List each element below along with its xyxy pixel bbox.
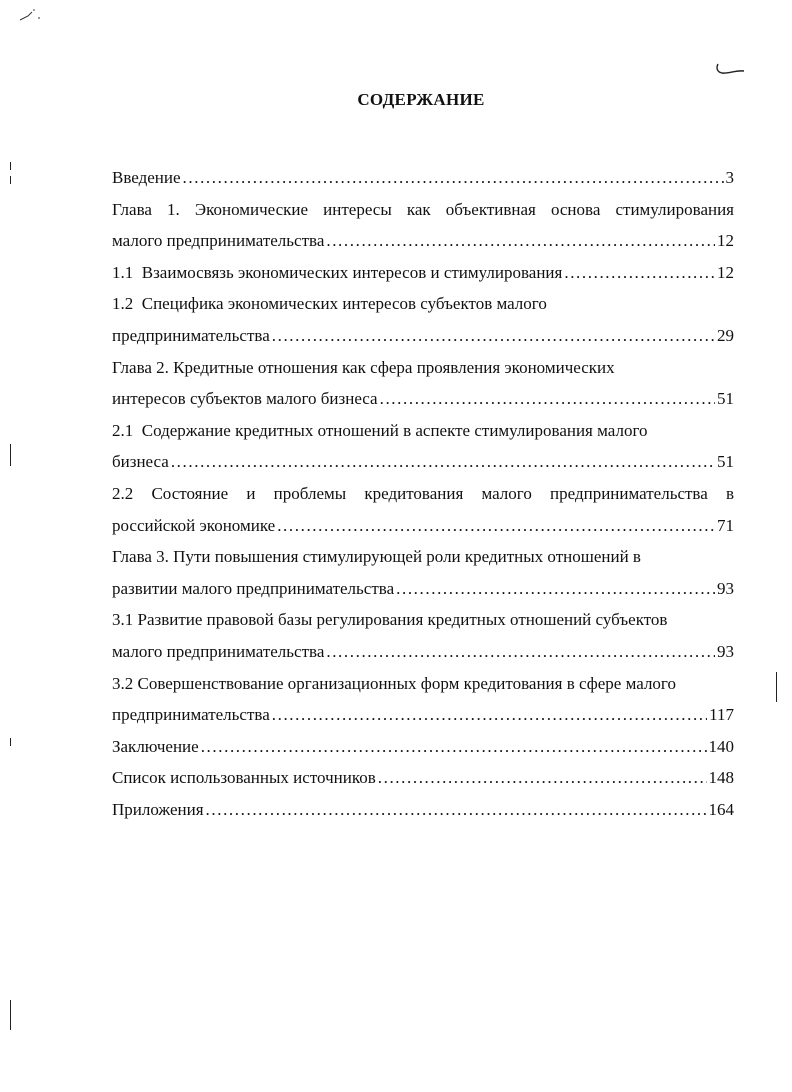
dot-leader <box>564 257 715 289</box>
toc-entry-label: 1.1 Взаимосвязь экономических интересов и стимулирования <box>112 262 563 282</box>
toc-entry <box>112 794 734 826</box>
toc-entry-label: развитии малого предпринимательства <box>112 578 395 598</box>
dot-leader <box>171 446 715 478</box>
dot-leader <box>378 762 707 794</box>
toc-entry-line: 3.1 Развитие правовой базы регулирования кредитных отношений субъектов <box>112 610 668 630</box>
handwritten-mark <box>714 62 748 78</box>
toc-page-number: 71 <box>717 515 734 535</box>
toc-entry <box>112 446 734 478</box>
toc-page-number: 148 <box>708 768 734 788</box>
toc-entry <box>112 320 734 352</box>
toc-entry-label: Заключение <box>112 736 199 756</box>
toc-entry-label: российской экономике <box>112 515 276 535</box>
toc-entry-label: Приложения <box>112 799 204 819</box>
toc-entry-label: предпринимательства <box>112 325 270 345</box>
toc-entry <box>112 731 734 763</box>
page-title: СОДЕРЖАНИЕ <box>357 90 485 109</box>
toc-entry <box>112 636 734 668</box>
dot-leader <box>272 320 715 352</box>
toc-entry <box>112 762 734 794</box>
toc-page-number: 117 <box>709 705 734 725</box>
toc-entry <box>112 510 734 542</box>
dot-leader <box>277 510 715 542</box>
toc-page-number: 51 <box>717 452 734 472</box>
toc-page-number: 29 <box>717 325 734 345</box>
scan-edge-mark <box>10 738 11 746</box>
scan-edge-mark <box>776 672 777 702</box>
table-of-contents <box>112 162 734 825</box>
toc-entry-line: Глава 2. Кредитные отношения как сфера проявления экономических <box>112 357 615 377</box>
scan-mark-corner <box>18 6 48 24</box>
dot-leader <box>272 699 707 731</box>
toc-entry-label: предпринимательства <box>112 705 270 725</box>
dot-leader <box>380 383 715 415</box>
toc-page-number: 140 <box>708 736 734 756</box>
toc-entry-line: Глава 3. Пути повышения стимулирующей роли кредитных отношений в <box>112 547 641 567</box>
toc-entry-line: Глава 1. Экономические интересы как объективная основа стимулирования <box>112 199 734 219</box>
toc-entry-line: 1.2 Специфика экономических интересов субъектов малого <box>112 294 547 314</box>
toc-page-number: 12 <box>717 231 734 251</box>
dot-leader <box>326 225 715 257</box>
scan-edge-mark <box>10 162 11 170</box>
toc-page-number: 164 <box>708 799 734 819</box>
scan-edge-mark <box>10 444 11 466</box>
scan-edge-mark <box>10 176 11 184</box>
toc-entry-label: малого предпринимательства <box>112 641 325 661</box>
toc-page-number: 93 <box>717 578 734 598</box>
toc-entry-line: 3.2 Совершенствование организационных форм кредитования в сфере малого <box>112 673 676 693</box>
toc-entry-label: Список использованных источников <box>112 768 376 788</box>
toc-entry-label: бизнеса <box>112 452 169 472</box>
dot-leader <box>201 731 707 763</box>
dot-leader <box>183 162 724 194</box>
toc-entry <box>112 699 734 731</box>
toc-entry-label: Введение <box>112 168 181 187</box>
toc-entry <box>112 257 734 289</box>
toc-entry-label: интересов субъектов малого бизнеса <box>112 389 378 409</box>
toc-page-number: 93 <box>717 641 734 661</box>
toc-entry <box>112 162 734 194</box>
toc-entry <box>112 573 734 605</box>
dot-leader <box>326 636 715 668</box>
toc-entry-line: 2.1 Содержание кредитных отношений в аспекте стимулирования малого <box>112 420 648 440</box>
toc-page-number: 12 <box>717 262 734 282</box>
toc-entry-line: 2.2 Состояние и проблемы кредитования малого предпринимательства в <box>112 483 734 503</box>
toc-page-number: 51 <box>717 389 734 409</box>
dot-leader <box>396 573 715 605</box>
toc-entry <box>112 225 734 257</box>
scan-edge-mark <box>10 1000 11 1030</box>
toc-page-number: 3 <box>725 168 734 187</box>
toc-entry <box>112 383 734 415</box>
dot-leader <box>206 794 707 826</box>
toc-entry-label: малого предпринимательства <box>112 231 325 251</box>
